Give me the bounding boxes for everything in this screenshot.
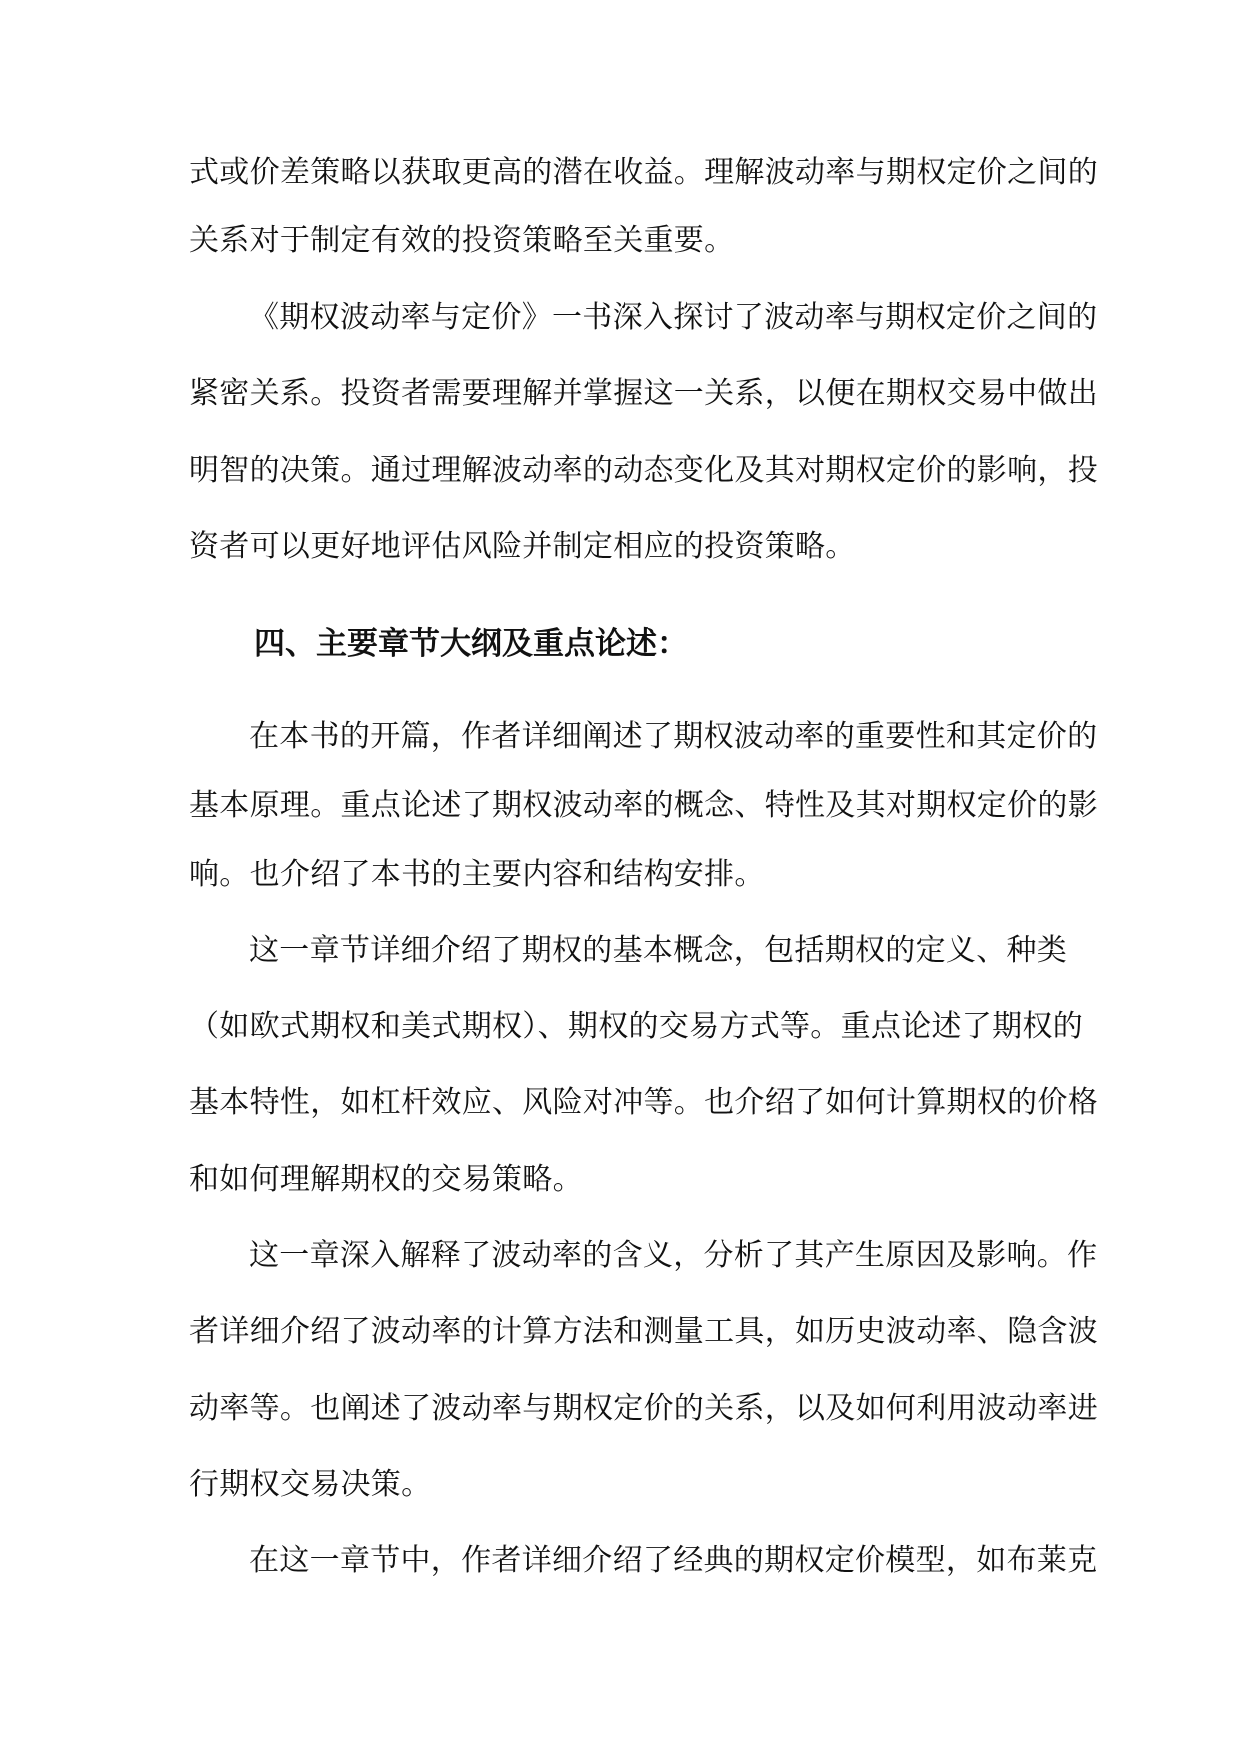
- section-heading: 四、主要章节大纲及重点论述：: [254, 626, 688, 662]
- paragraph-start-line: 《期权波动率与定价》一书深入探讨了波动率与期权定价之间的: [249, 300, 1098, 335]
- paragraph-start-line: 在本书的开篇，作者详细阐述了期权波动率的重要性和其定价的: [249, 719, 1098, 754]
- text-line: 紧密关系。投资者需要理解并掌握这一关系，以便在期权交易中做出: [189, 376, 1098, 411]
- text-line: 资者可以更好地评估风险并制定相应的投资策略。: [189, 529, 856, 564]
- text-line: 响。也介绍了本书的主要内容和结构安排。: [189, 857, 765, 892]
- text-line: 关系对于制定有效的投资策略至关重要。: [189, 223, 735, 258]
- paragraph-start-line: 这一章深入解释了波动率的含义，分析了其产生原因及影响。作: [249, 1238, 1098, 1273]
- text-line: 行期权交易决策。: [189, 1467, 432, 1502]
- text-line: 式或价差策略以获取更高的潜在收益。理解波动率与期权定价之间的: [189, 155, 1098, 190]
- text-line: 明智的决策。通过理解波动率的动态变化及其对期权定价的影响，投: [189, 453, 1098, 488]
- text-line: 基本特性，如杠杆效应、风险对冲等。也介绍了如何计算期权的价格: [189, 1085, 1098, 1120]
- paragraph-start-line: 在这一章节中，作者详细介绍了经典的期权定价模型，如布莱克: [249, 1543, 1098, 1578]
- text-line: 者详细介绍了波动率的计算方法和测量工具，如历史波动率、隐含波: [189, 1314, 1098, 1349]
- text-line: （如欧式期权和美式期权）、期权的交易方式等。重点论述了期权的: [189, 1009, 1083, 1044]
- text-line: 和如何理解期权的交易策略。: [189, 1162, 583, 1197]
- text-line: 基本原理。重点论述了期权波动率的概念、特性及其对期权定价的影: [189, 788, 1098, 823]
- paragraph-start-line: 这一章节详细介绍了期权的基本概念，包括期权的定义、种类: [249, 933, 1068, 968]
- text-line: 动率等。也阐述了波动率与期权定价的关系，以及如何利用波动率进: [189, 1391, 1098, 1426]
